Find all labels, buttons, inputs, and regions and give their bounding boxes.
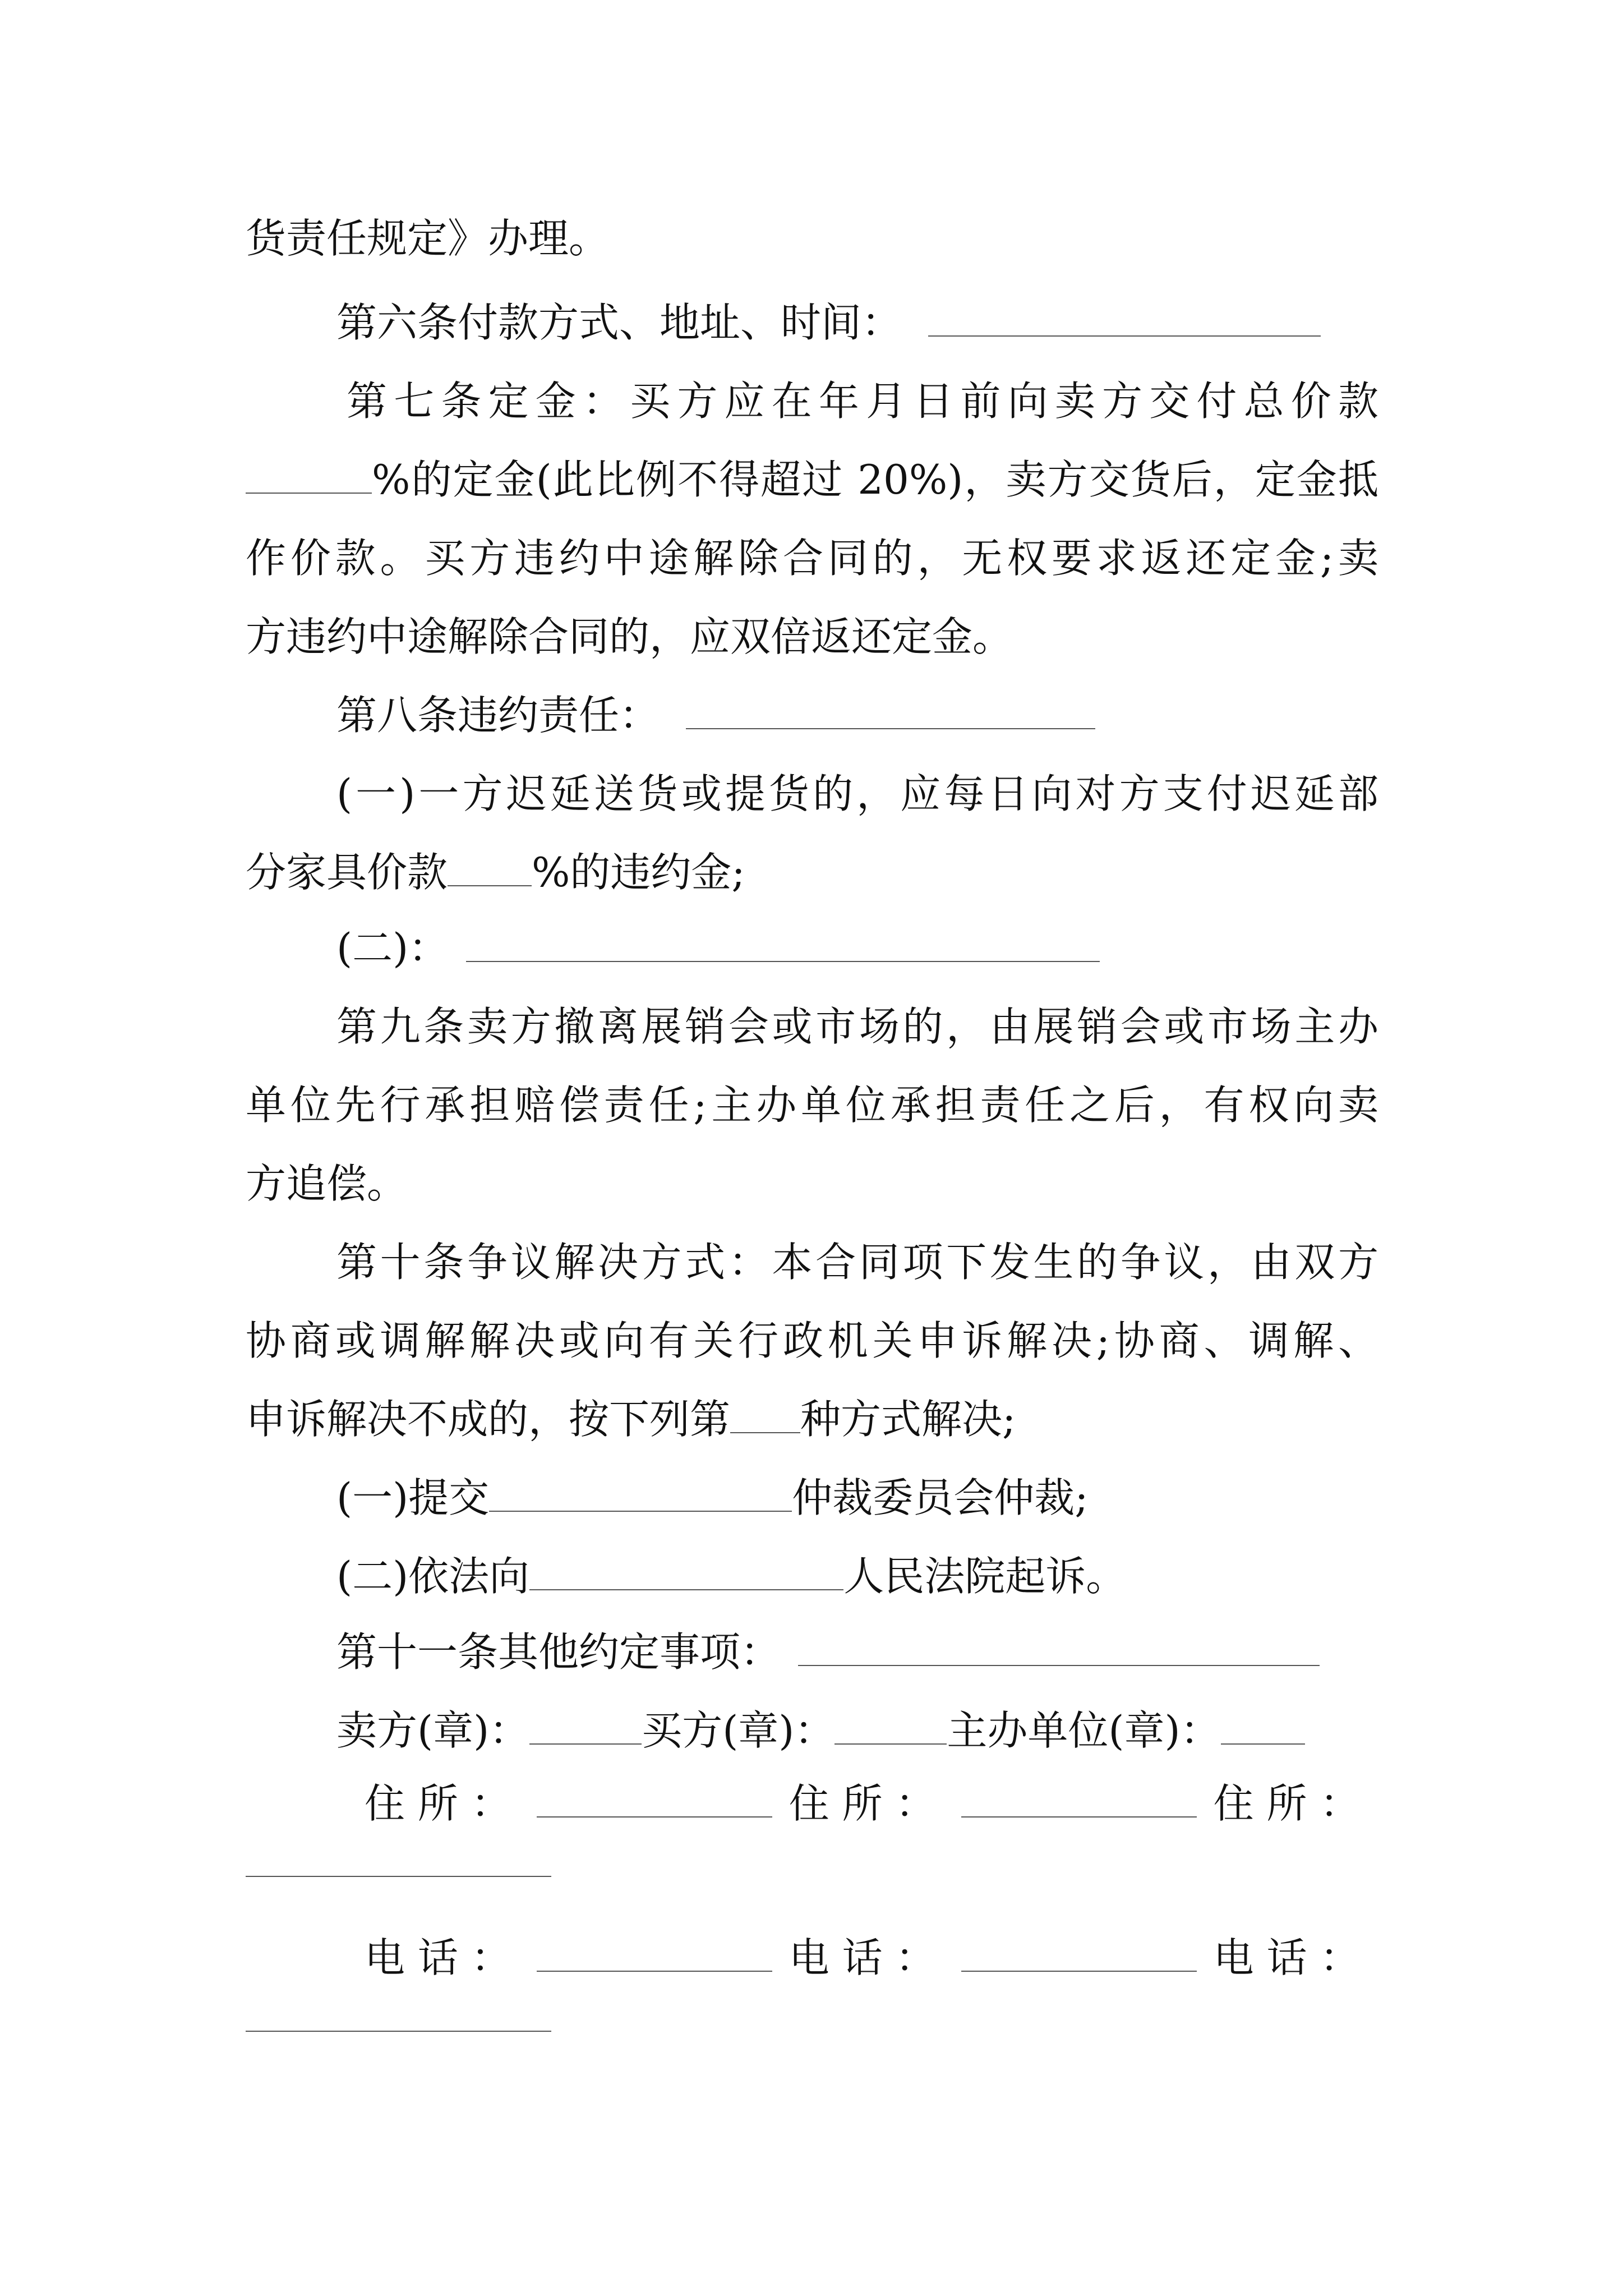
text: (二)： [336, 924, 449, 972]
text: 协商或调解解决或向有关行政机关申诉解决;协商、调解、 [246, 1317, 1378, 1364]
host-phone-label: 电 话 ： [1213, 1934, 1361, 1981]
text: (一)一方迟延送货或提货的，应每日向对方支付迟延部 [336, 770, 1378, 817]
text: 人民法院起诉。 [843, 1553, 1127, 1600]
article-8-item-2 [336, 920, 1100, 976]
text: (二)依法向 [336, 1553, 530, 1600]
buyer-seal-label: 买方(章)： [642, 1707, 835, 1754]
phone-line [365, 1930, 1360, 1986]
seller-address-label: 住 所 ： [365, 1780, 511, 1827]
seller-seal-label: 卖方(章)： [336, 1707, 530, 1754]
article-7-line-1 [347, 373, 1378, 429]
article-10-item-1 [336, 1470, 1088, 1526]
article-7-line-2 [246, 452, 1378, 508]
blank-field[interactable] [928, 301, 1321, 337]
blank-field[interactable] [686, 693, 1095, 729]
article-8-item-1-line-2 [246, 844, 745, 900]
address-line [365, 1775, 1360, 1832]
text: %的违约金; [532, 849, 745, 896]
text: 货责任规定》办理。 [246, 215, 610, 262]
buyer-phone-label: 电 话 ： [789, 1934, 936, 1981]
text: (一)提交 [336, 1474, 490, 1521]
text: 分家具价款 [246, 849, 448, 896]
text: 单位先行承担赔偿责任;主办单位承担责任之后，有权向卖 [246, 1082, 1378, 1129]
blank-field[interactable] [489, 1476, 792, 1512]
host-seal-field[interactable] [1221, 1709, 1305, 1745]
article-10-item-2 [336, 1548, 1126, 1604]
text: 第九条卖方撤离展销会或市场的，由展销会或市场主办 [336, 1003, 1378, 1050]
seller-phone-field[interactable] [537, 1936, 772, 1972]
seller-phone-label: 电 话 ： [365, 1934, 511, 1981]
article-8-item-1-line-1 [336, 766, 1378, 822]
article-7-line-4 [246, 609, 1013, 665]
text: 作价款。买方违约中途解除合同的，无权要求返还定金;卖 [246, 535, 1378, 582]
text: 申诉解决不成的，按下列第 [246, 1396, 731, 1443]
text: %的定金(此比例不得超过 20%)，卖方交货后，定金抵 [372, 456, 1378, 503]
signature-line [336, 1703, 1305, 1759]
article-11 [336, 1624, 1320, 1680]
host-seal-label: 主办单位(章)： [947, 1707, 1221, 1754]
text: 第七条定金：买方应在年月日前向卖方交付总价款 [347, 378, 1378, 425]
text: 方追偿。 [246, 1160, 408, 1207]
buyer-phone-field[interactable] [961, 1936, 1197, 1972]
article-6 [336, 295, 1321, 351]
article-6-label: 第六条付款方式、地址、时间： [336, 299, 902, 346]
article-8 [336, 687, 1095, 743]
article-9-line-3 [246, 1156, 407, 1212]
host-address-field[interactable] [246, 1876, 551, 1877]
buyer-address-field[interactable] [961, 1782, 1197, 1818]
article-10-line-2 [246, 1313, 1378, 1369]
blank-field[interactable] [448, 850, 532, 886]
text: 仲裁委员会仲裁; [792, 1474, 1089, 1521]
blank-field[interactable] [730, 1397, 800, 1433]
buyer-address-label: 住 所 ： [789, 1780, 936, 1827]
seller-seal-field[interactable] [529, 1709, 642, 1745]
blank-field[interactable] [246, 458, 372, 494]
text: 种方式解决; [800, 1396, 1016, 1443]
text: 方违约中途解除合同的，应双倍返还定金。 [246, 613, 1013, 660]
article-8-label: 第八条违约责任： [336, 692, 660, 739]
blank-field[interactable] [466, 926, 1100, 962]
seller-address-field[interactable] [537, 1782, 772, 1818]
blank-field[interactable] [529, 1554, 843, 1590]
buyer-seal-field[interactable] [834, 1709, 947, 1745]
article-11-label: 第十一条其他约定事项： [336, 1628, 781, 1676]
blank-field[interactable] [798, 1630, 1320, 1666]
text: 第十条争议解决方式：本合同项下发生的争议，由双方 [336, 1239, 1378, 1286]
article-10-line-1 [336, 1234, 1378, 1290]
article-10-line-3 [246, 1391, 1016, 1447]
article-9-line-1 [336, 999, 1378, 1055]
article-9-line-2 [246, 1077, 1378, 1133]
article-7-line-3 [246, 530, 1378, 586]
host-address-label: 住 所 ： [1213, 1780, 1361, 1827]
paragraph-line [246, 210, 609, 266]
host-phone-field[interactable] [246, 2031, 551, 2032]
